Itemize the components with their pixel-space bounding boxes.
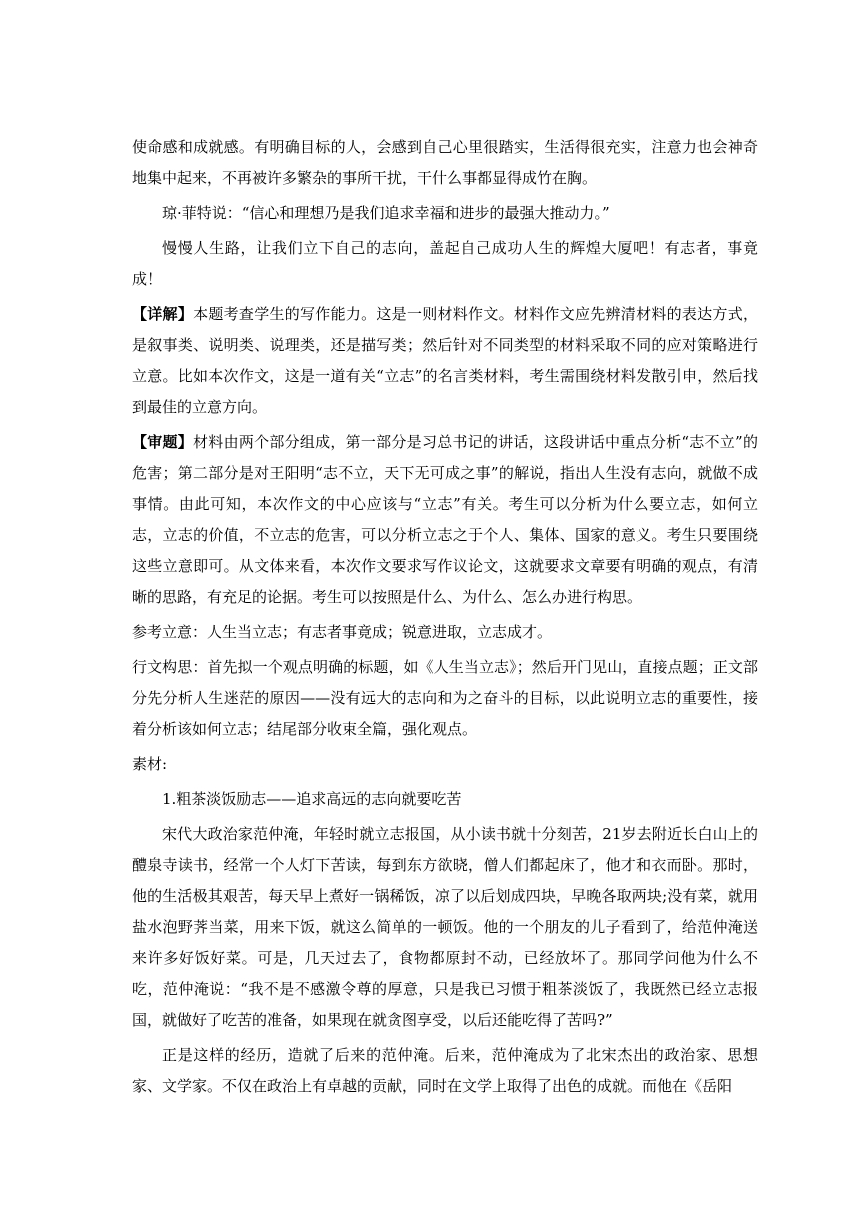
paragraph-text: 慢慢人生路，让我们立下自己的志向，盖起自己成功人生的辉煌大厦吧！有志者，事竟成！ — [132, 239, 758, 288]
paragraph-8 — [132, 749, 758, 780]
paragraph-text: 材料由两个部分组成，第一部分是习总书记的讲话，这段讲话中重点分析“志不立”的危害；第二部分是对王阳明“志不立，天下无可成之事”的解说，指出人生没有志向，就做不成事情。由此可知，本次作文的中心应该与“立志”有关。考生可以分析为什么要立志，如何立志，立志的价值，不立志的危害，可以分析立志之于个人、集体、国家的意义。考生只要围绕这些立意即可。从文体来看，本次作文要求写作议论文，这就要求文章要有明确的观点，有清晰的思路，有充足的论据。考生可以按照是什么、为什么、怎么办进行构思。 — [132, 433, 758, 606]
paragraph-5-review — [132, 427, 758, 613]
paragraph-4-detail — [132, 299, 758, 423]
paragraph-11 — [132, 1040, 758, 1102]
paragraph-text: 本题考查学生的写作能力。这是一则材料作文。材料作文应先辨清材料的表达方式，是叙事类、说明类、说理类，还是描写类；然后针对不同类型的材料采取不同的应对策略进行立意。比如本次作文，这是一道有关“立志”的名言类材料，考生需围绕材料发散引申，然后找到最佳的立意方向。 — [132, 305, 758, 416]
paragraph-text: 宋代大政治家范仲淹，年轻时就立志报国，从小读书就十分刻苦，21岁去附近长白山上的醴泉寺读书，经常一个人灯下苦读，每到东方欲晓，僧人们都起床了，他才和衣而卧。那时，他的生活极其艰苦，每天早上煮好一锅稀饭，凉了以后划成四块，早晚各取两块;没有菜，就用盐水泡野荠当菜，用来下饭，就这么简单的一顿饭。他的一个朋友的儿子看到了，给范仲淹送来许多好饭好菜。可是，几天过去了，食物都原封不动，已经放坏了。那同学问他为什么不吃，范仲淹说：“我不是不感激令尊的厚意，只是我已习惯于粗茶淡饭了，我既然已经立志报国，就做好了吃苦的准备，如果现在就贪图享受，以后还能吃得了苦吗?” — [132, 825, 758, 1029]
section-tag-detail: 【详解】 — [132, 305, 194, 323]
section-tag-review: 【审题】 — [132, 433, 194, 451]
paragraph-10 — [132, 819, 758, 1036]
paragraph-7 — [132, 652, 758, 745]
paragraph-6 — [132, 617, 758, 648]
paragraph-3 — [132, 233, 758, 295]
paragraph-text: 使命感和成就感。有明确目标的人，会感到自己心里很踏实，生活得很充实，注意力也会神奇地集中起来，不再被许多繁杂的事所干扰，干什么事都显得成竹在胸。 — [132, 138, 758, 187]
paragraph-1 — [132, 132, 758, 194]
paragraph-2 — [132, 198, 758, 229]
paragraph-9 — [132, 784, 758, 815]
paragraph-text: 素材: — [132, 755, 168, 773]
paragraph-text: 行文构思：首先拟一个观点明确的标题，如《人生当立志》；然后开门见山，直接点题；正文部分先分析人生迷茫的原因——没有远大的志向和为之奋斗的目标，以此说明立志的重要性，接着分析该如何立志；结尾部分收束全篇，强化观点。 — [132, 658, 758, 738]
paragraph-text: 琼·菲特说：“信心和理想乃是我们追求幸福和进步的最强大推动力。” — [162, 204, 610, 222]
paragraph-text: 1.粗茶淡饭励志——追求高远的志向就要吃苦 — [162, 790, 462, 808]
paragraph-text: 参考立意：人生当立志；有志者事竟成；锐意进取，立志成才。 — [132, 623, 553, 641]
paragraph-text: 正是这样的经历，造就了后来的范仲淹。后来，范仲淹成为了北宋杰出的政治家、思想家、文学家。不仅在政治上有卓越的贡献，同时在文学上取得了出色的成就。而他在《岳阳 — [132, 1046, 758, 1095]
